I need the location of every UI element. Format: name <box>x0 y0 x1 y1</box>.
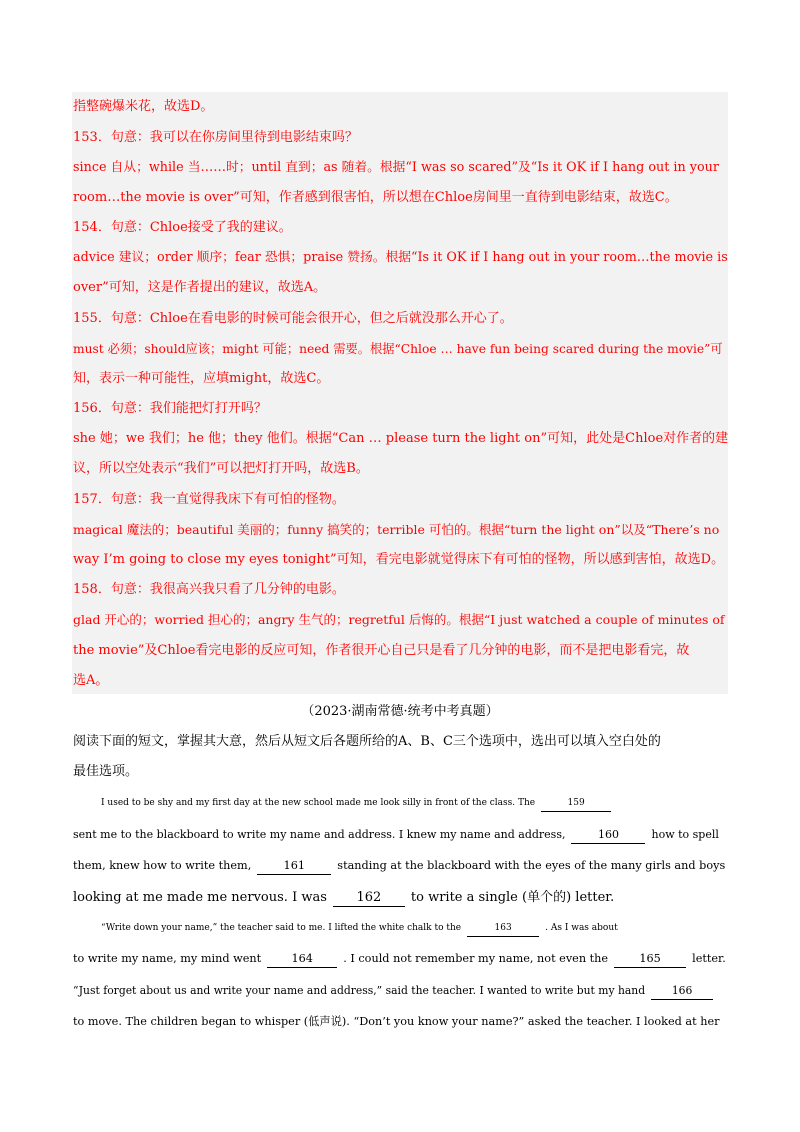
answer-line: she 她；we 我们；he 他；they 他们。根据“Can … please turn the light on”可知，此处是Chloe对作者的建 <box>73 431 729 446</box>
passage-line <box>73 826 729 844</box>
answer-line: 158．句意：我很高兴我只看了几分钟的电影。 <box>73 582 345 597</box>
blank-160[interactable]: 160 <box>571 827 645 844</box>
blank-162[interactable]: 162 <box>333 890 405 907</box>
instruction-line: 最佳选项。 <box>73 764 139 779</box>
answer-line: must 必须；should应该；might 可能；need 需要。根据“Chloe … have fun being scared during the movie”可 <box>73 342 723 356</box>
answer-line: 157．句意：我一直觉得我床下有可怕的怪物。 <box>73 492 345 507</box>
blank-166[interactable]: 166 <box>651 983 713 1000</box>
answer-line: glad 开心的；worried 担心的；angry 生气的；regretful 后悔的。根据“I just watched a couple of minutes of <box>73 612 725 627</box>
passage-line <box>73 889 729 907</box>
answer-line: way I’m going to close my eyes tonight”可知，看完电影就觉得床下有可怕的怪物，所以感到害怕，故选D。 <box>73 552 725 567</box>
passage-text: . As I was about <box>545 923 618 933</box>
passage-text: “Write down your name,” the teacher said to me. I lifted the white chalk to the <box>101 923 462 933</box>
answer-line: 153．句意：我可以在你房间里待到电影结束吗？ <box>73 130 358 145</box>
answer-line: 指整碗爆米花，故选D。 <box>73 99 214 114</box>
blank-164[interactable]: 164 <box>267 951 337 968</box>
passage-text: how to spell <box>651 828 719 841</box>
answer-line: 156．句意：我们能把灯打开吗？ <box>73 401 267 416</box>
answer-line: 议，所以空处表示“我们”可以把灯打开吗，故选B。 <box>73 461 369 476</box>
passage-line <box>73 1013 729 1031</box>
answer-line: magical 魔法的；beautiful 美丽的；funny 搞笑的；terrible 可怕的。根据“turn the light on”以及“There’s no <box>73 522 720 537</box>
blank-165[interactable]: 165 <box>614 951 686 968</box>
blank-161[interactable]: 161 <box>257 858 331 875</box>
passage-line <box>73 950 729 968</box>
answer-line: 知，表示一种可能性，应填might，故选C。 <box>73 371 330 386</box>
answer-line: 选A。 <box>73 673 109 688</box>
passage-line <box>73 982 729 1000</box>
blank-159[interactable]: 159 <box>541 795 611 812</box>
answer-line: 154．句意：Chloe接受了我的建议。 <box>73 220 292 235</box>
passage-text: sent me to the blackboard to write my name and address. I knew my name and address, <box>73 828 566 841</box>
passage-line <box>101 794 757 812</box>
passage-line <box>73 857 729 875</box>
answer-line: since 自从；while 当……时；until 直到；as 随着。根据“I was so scared”及“Is it OK if I hang out in your <box>73 160 719 175</box>
passage-text: to write my name, my mind went <box>73 952 262 965</box>
instruction-line: 阅读下面的短文，掌握其大意，然后从短文后各题所给的A、B、C三个选项中，选出可以填入空白处的 <box>73 734 661 749</box>
answer-line: over”可知，这是作者提出的建议，故选A。 <box>73 280 327 295</box>
blank-163[interactable]: 163 <box>467 920 539 937</box>
passage-line <box>101 919 757 937</box>
passage-text: to write a single (单个的) letter. <box>410 890 615 905</box>
passage-text: “Just forget about us and write your name and address,” said the teacher. I wanted to write but my hand <box>73 984 646 997</box>
passage-text: looking at me made me nervous. I was <box>73 890 327 905</box>
passage-text: to move. The children began to whisper (低声说). “Don’t you know your name?” asked the teacher. I looked at her <box>73 1015 720 1028</box>
passage-text: letter. <box>692 952 726 965</box>
passage-text: . I could not remember my name, not even the <box>343 952 609 965</box>
passage-text: standing at the blackboard with the eyes of the many girls and boys <box>337 859 726 872</box>
passage-text: I used to be shy and my first day at the new school made me look silly in front of the class. The <box>101 798 536 808</box>
answer-line: advice 建议；order 顺序；fear 恐惧；praise 赞扬。根据“Is it OK if I hang out in your room…the movie is <box>73 250 728 265</box>
source-title: （2023·湖南常德·统考中考真题） <box>301 704 499 719</box>
passage-text: them, knew how to write them, <box>73 859 252 872</box>
answer-explanation-box <box>72 92 728 694</box>
answer-line: room…the movie is over”可知，作者感到很害怕，所以想在Chloe房间里一直待到电影结束，故选C。 <box>73 190 678 205</box>
answer-line: the movie”及Chloe看完电影的反应可知，作者很开心自己只是看了几分钟的电影，而不是把电影看完，故 <box>73 643 690 658</box>
answer-line: 155．句意：Chloe在看电影的时候可能会很开心，但之后就没那么开心了。 <box>73 311 513 326</box>
